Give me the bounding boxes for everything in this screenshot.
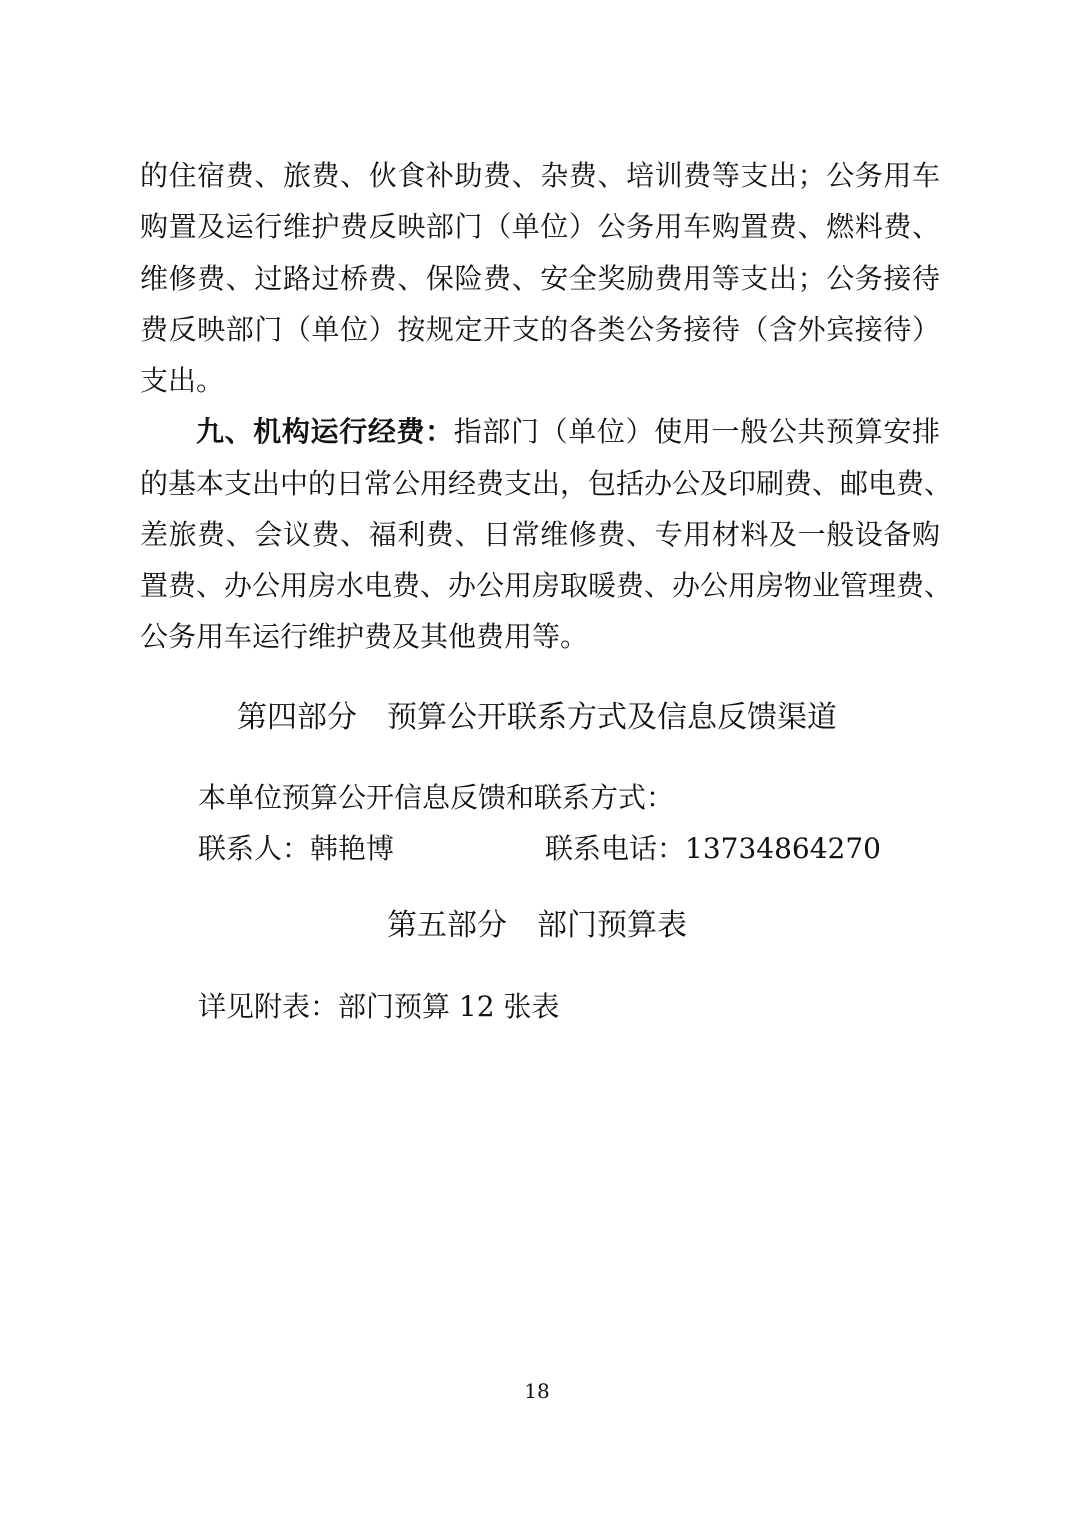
paragraph-line: 费反映部门（单位）按规定开支的各类公务接待（含外宾接待） [140, 313, 940, 346]
part-four-intro: 本单位预算公开信息反馈和联系方式： [198, 781, 675, 814]
item-nine-line: 置费、办公用房水电费、办公用房取暖费、办公用房物业管理费、 [140, 569, 953, 602]
contact-row [0, 829, 1074, 869]
contact-person: 联系人：韩艳博 [198, 832, 395, 865]
item-nine-line: 公务用车运行维护费及其他费用等。 [140, 620, 589, 653]
item-nine-line: 差旅费、会议费、福利费、日常维修费、专用材料及一般设备购 [140, 518, 940, 551]
item-nine-line: 的基本支出中的日常公用经费支出，包括办公及印刷费、邮电费、 [140, 467, 953, 500]
item-nine-term: 九、机构运行经费： [196, 415, 454, 448]
paragraph-line: 购置及运行维护费反映部门（单位）公务用车购置费、燃料费、 [140, 210, 940, 243]
part-four-heading: 第四部分 预算公开联系方式及信息反馈渠道 [237, 700, 837, 735]
part-five-heading: 第五部分 部门预算表 [387, 908, 687, 943]
contact-phone: 联系电话：13734864270 [545, 832, 881, 865]
paragraph-line: 的住宿费、旅费、伙食补助费、杂费、培训费等支出；公务用车 [140, 159, 940, 192]
paragraph-line: 支出。 [140, 364, 225, 397]
item-nine-first-line-rest: 指部门（单位）使用一般公共预算安排 [453, 415, 940, 448]
page-number: 18 [524, 1379, 550, 1403]
part-five-detail: 详见附表：部门预算 12 张表 [198, 990, 560, 1023]
paragraph-line: 维修费、过路过桥费、保险费、安全奖励费用等支出；公务接待 [140, 262, 940, 295]
item-nine-first-line [196, 412, 940, 452]
